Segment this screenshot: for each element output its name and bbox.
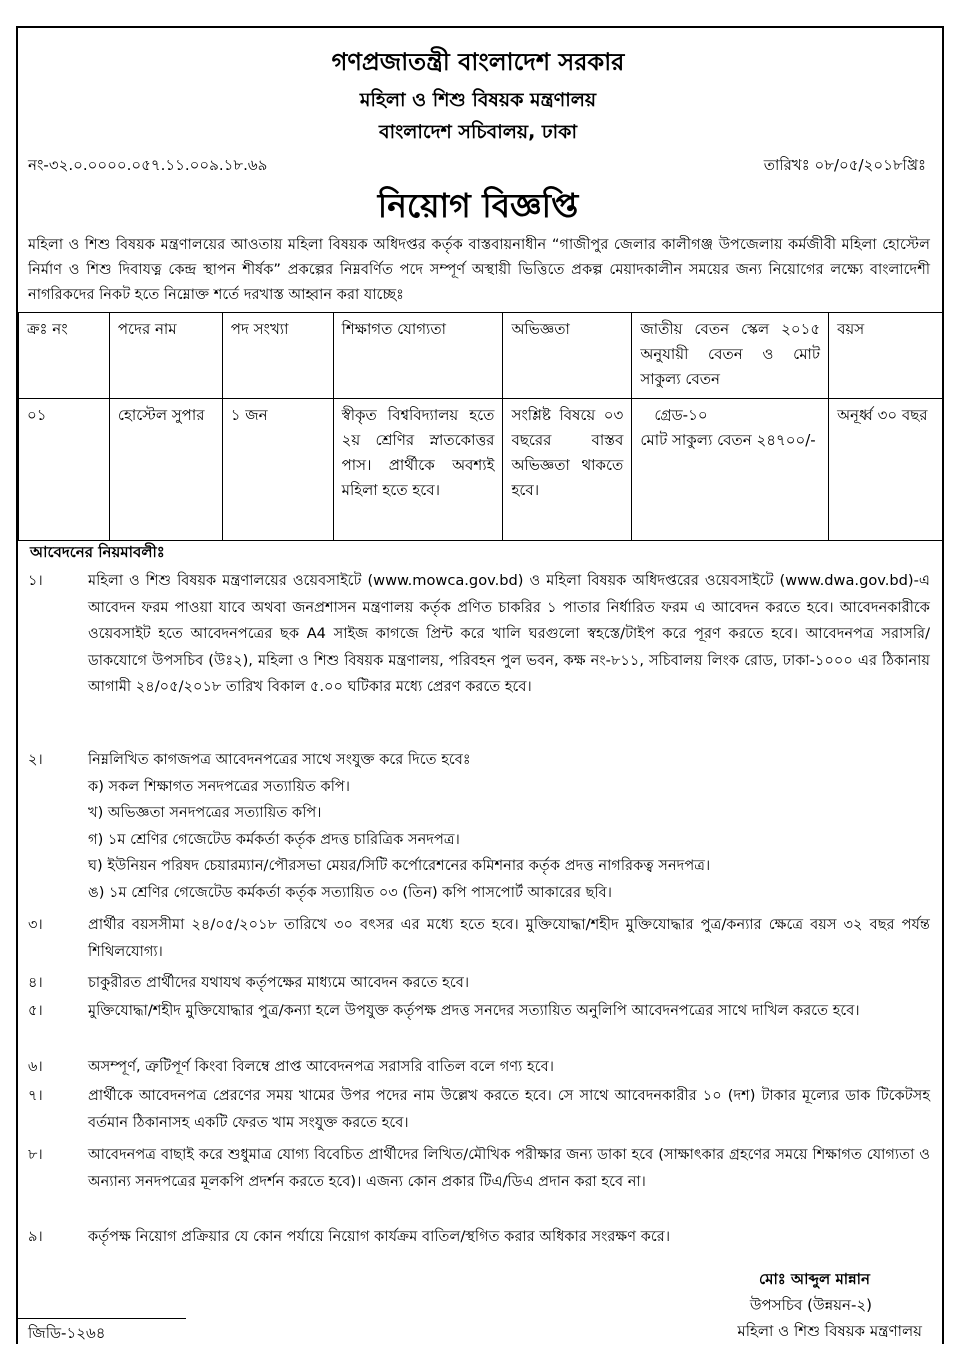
rule-item-3 — [28, 912, 930, 965]
rule-item-4 — [28, 970, 930, 997]
rule-item-6 — [28, 1054, 930, 1081]
rule-number: ৫। — [28, 1002, 43, 1019]
header-age: বয়স — [829, 313, 944, 399]
header-count: পদ সংখ্যা — [222, 313, 333, 399]
rule-text: কর্তৃপক্ষ নিয়োগ প্রক্রিয়ার যে কোন পর্যায়ে নিয়োগ কার্যক্রম বাতিল/স্থগিত করার অধিকার সংরক্ষণ করে। — [88, 1228, 671, 1245]
cell-count: ১ জন — [222, 399, 333, 541]
cell-serial: ০১ — [19, 399, 110, 541]
attachment-item: গ) ১ম শ্রেণির গেজেটেড কর্মকর্তা কর্তৃক প্রদত্ত চারিত্রিক সনদপত্র। — [88, 830, 460, 848]
memo-number: নং-৩২.০.০০০০.০৫৭.১১.০০৯.১৮.৬৯ — [28, 156, 268, 174]
cell-pay-total: মোট সাকুল্য বেতন ২৪৭০০/- — [640, 431, 816, 449]
rule-text: চাকুরীরত প্রার্থীদের যথাযথ কর্তৃপক্ষের মাধ্যমে আবেদন করতে হবে। — [88, 974, 470, 991]
header-pay-scale: জাতীয় বেতন স্কেল ২০১৫ অনুযায়ী বেতন ও মোট সাকুল্য বেতন — [632, 313, 829, 399]
rule-text: প্রার্থীর বয়সসীমা ২৪/০৫/২০১৮ তারিখে ৩০ বৎসর এর মধ্যে হতে হবে। মুক্তিযোদ্ধা/শহীদ মুক্তিযোদ্ধার পুত্র/কন্যার ক্ষেত্রে বয়স ৩২ বছর পর্যন্ত শিথিলযোগ্য। — [88, 916, 930, 960]
header-post: পদের নাম — [109, 313, 222, 399]
rule-item-1 — [28, 568, 930, 701]
rule-text: আবেদনপত্র বাছাই করে শুধুমাত্র যোগ্য বিবেচিত প্রার্থীদের লিখিত/মৌখিক পরীক্ষার জন্য ডাকা হবে (সাক্ষাৎকার গ্রহণের সময়ে শিক্ষাগত যোগ্যতা ও অন্যান্য সনদপত্রের মূলকপি প্রদর্শন করতে হবে)। এজন্য কোন প্রকার টিএ/ডিএ প্রদান করা হবে না। — [88, 1146, 930, 1190]
cell-education: স্বীকৃত বিশ্ববিদ্যালয় হতে ২য় শ্রেণির স্নাতকোত্তর পাস। প্রার্থীকে অবশ্যই মহিলা হতে হবে। — [333, 399, 503, 541]
cell-experience: সংশ্লিষ্ট বিষয়ে ০৩ বছরের বাস্তব অভিজ্ঞতা থাকতে হবে। — [503, 399, 632, 541]
header-serial: ক্রঃ নং — [19, 313, 110, 399]
rule-text: মুক্তিযোদ্ধা/শহীদ মুক্তিযোদ্ধার পুত্র/কন্যা হলে উপযুক্ত কর্তৃপক্ষ প্রদত্ত সনদের সত্যায়িত অনুলিপি আবেদনপত্রের সাথে দাখিল করতে হবে। — [88, 1002, 860, 1019]
rule-number: ৮। — [28, 1146, 43, 1163]
signatory-name: মোঃ আব্দুল মান্নান — [759, 1270, 870, 1288]
attachment-item: খ) অভিজ্ঞতা সনদপত্রের সত্যায়িত কপি। — [88, 804, 322, 821]
rule-text: মহিলা ও শিশু বিষয়ক মন্ত্রণালয়ের ওয়েবসাইটে (www.mowca.gov.bd) ও মহিলা বিষয়ক অধিদপ্তরের ওয়েবসাইটে (www.dwa.gov.bd)-এ আবেদন ফরম পাওয়া যাবে অথবা জনপ্রশাসন মন্ত্রণালয় কর্তৃক প্রণিত চাকরির ১ পাতার নির্ধারিত ফরম এ আবেদন করতে হবে। আবেদনকারীকে ওয়েবসাইট হতে আবেদনপত্রের ছক A4 সাইজ কাগজে প্রিন্ট করে খালি ঘরগুলো স্বহস্তে/টাইপ করে পূরণ করতে হবে। আবেদনপত্র সরাসরি/ডাকযোগে উপসচিব (উঃ২), মহিলা ও শিশু বিষয়ক মন্ত্রণালয়, পরিবহন পুল ভবন, কক্ষ নং-৮১১, সচিবালয় লিংক রোড, ঢাকা-১০০০ এর ঠিকানায় আগামী ২৪/০৫/২০১৮ তারিখ বিকাল ৫.০০ ঘটিকার মধ্যে প্রেরণ করতে হবে। — [88, 572, 930, 695]
issue-date: তারিখঃ ০৮/০৫/২০১৮খ্রিঃ — [763, 156, 926, 174]
rule-item-5 — [28, 998, 930, 1025]
cell-post: হোস্টেল সুপার — [109, 399, 222, 541]
rule-number: ১। — [28, 572, 43, 589]
rule-item-7 — [28, 1083, 930, 1136]
signatory-office: মহিলা ও শিশু বিষয়ক মন্ত্রণালয় — [737, 1322, 922, 1340]
signatory-designation: উপসচিব (উন্নয়ন-২) — [749, 1296, 872, 1314]
gd-divider — [16, 1318, 186, 1319]
rule-number: ৬। — [28, 1058, 43, 1075]
rule-text — [88, 747, 930, 906]
cell-pay — [632, 399, 829, 541]
attachment-item: ক) সকল শিক্ষাগত সনদপত্রের সত্যায়িত কপি। — [88, 777, 351, 795]
gd-number: জিডি-১২৬৪ — [28, 1324, 106, 1342]
rule-number: ৯। — [28, 1228, 43, 1245]
rule-text: প্রার্থীকে আবেদনপত্র প্রেরণের সময় খামের উপর পদের নাম উল্লেখ করতে হবে। সে সাথে আবেদনকারীর ১০ (দশ) টাকার মূল্যের ডাক টিকেটসহ বর্তমান ঠিকানাসহ একটি ফেরত খাম সংযুক্ত করতে হবে। — [88, 1087, 930, 1131]
header-education: শিক্ষাগত যোগ্যতা — [333, 313, 503, 399]
cell-age: অনূর্ধ্ব ৩০ বছর — [829, 399, 944, 541]
rule-number: ৪। — [28, 974, 43, 991]
table-header-row — [19, 313, 944, 399]
rule-item-2 — [28, 747, 930, 906]
rule-number: ৩। — [28, 916, 43, 933]
table-row — [19, 399, 944, 541]
intro-paragraph: মহিলা ও শিশু বিষয়ক মন্ত্রণালয়ের আওতায় মহিলা বিষয়ক অধিদপ্তর কর্তৃক বাস্তবায়নাধীন “গাজীপুর জেলার কালীগঞ্জ উপজেলায় কর্মজীবী মহিলা হোস্টেল নির্মাণ ও শিশু দিবাযত্ন কেন্দ্র স্থাপন শীর্ষক” প্রকল্পের নিম্নবর্ণিত পদে সম্পূর্ণ অস্থায়ী ভিত্তিতে প্রকল্প মেয়াদকালীন সময়ের জন্য নিয়োগের লক্ষ্যে বাংলাদেশী নাগরিকদের নিকট হতে নিম্নোক্ত শর্তে দরখাস্ত আহ্বান করা যাচ্ছেঃ — [28, 236, 930, 303]
government-title: গণপ্রজাতন্ত্রী বাংলাদেশ সরকার — [331, 48, 625, 76]
header-experience: অভিজ্ঞতা — [503, 313, 632, 399]
rule-number: ৭। — [28, 1087, 43, 1104]
rule-item-9 — [28, 1224, 930, 1251]
rule-number: ২। — [28, 751, 43, 768]
secretariat-address: বাংলাদেশ সচিবালয়, ঢাকা — [379, 121, 577, 143]
rule-intro: নিম্নলিখিত কাগজপত্র আবেদনপত্রের সাথে সংযুক্ত করে দিতে হবেঃ — [88, 751, 471, 768]
rule-text: অসম্পূর্ণ, ত্রুটিপূর্ণ কিংবা বিলম্বে প্রাপ্ত আবেদনপত্র সরাসরি বাতিল বলে গণ্য হবে। — [88, 1058, 554, 1075]
rule-item-8 — [28, 1142, 930, 1195]
attachment-item: ঘ) ইউনিয়ন পরিষদ চেয়ারম্যান/পৌরসভা মেয়র/সিটি কর্পোরেশনের কমিশনার কর্তৃক প্রদত্ত নাগরিকত্ব সনদপত্র। — [88, 857, 711, 874]
attachment-item: ঙ) ১ম শ্রেণির গেজেটেড কর্মকর্তা কর্তৃক সত্যায়িত ০৩ (তিন) কপি পাসপোর্ট আকারের ছবি। — [88, 883, 612, 901]
posts-table — [18, 312, 944, 541]
notice-title: নিয়োগ বিজ্ঞপ্তি — [377, 186, 579, 225]
rules-heading: আবেদনের নিয়মাবলীঃ — [30, 543, 165, 561]
cell-pay-grade: গ্রেড-১০ — [654, 406, 708, 424]
ministry-name: মহিলা ও শিশু বিষয়ক মন্ত্রণালয় — [359, 89, 597, 111]
